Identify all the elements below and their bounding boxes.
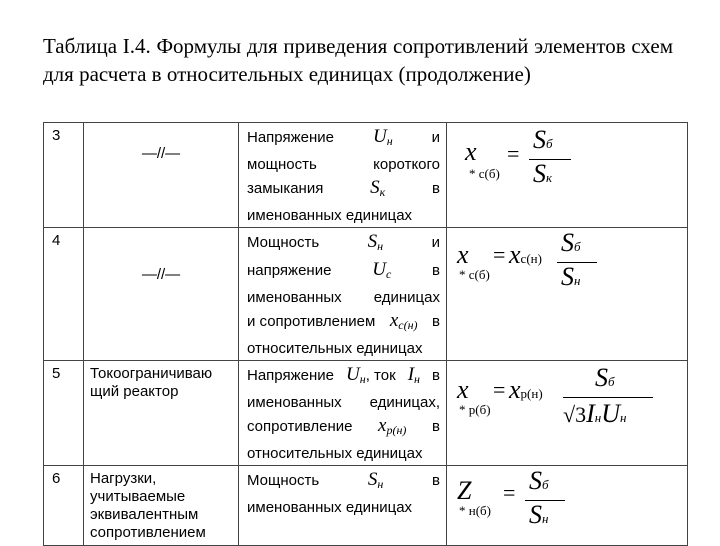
table-row [44,123,688,228]
desc-line: именованных единицах [247,499,413,516]
description-cell [239,123,447,228]
desc-line: мощность короткого [247,156,440,173]
row-number: 5 [44,361,84,466]
element-name-cell [84,466,239,546]
table-row [44,466,688,546]
formula-cell: Z * н(б) = Sб Sн [447,466,688,546]
formula-cell: x * с(б) = xс(н) Sб Sн [447,228,688,361]
desc-line: именованных единицах [247,289,440,306]
formula-cell: x * с(б) = Sб Sк [447,123,688,228]
desc-line: Напряжение $U_н$ и [247,126,440,148]
desc-line: относительных единицах [247,340,423,357]
description-cell [239,228,447,361]
element-name-cell [84,228,239,361]
desc-line: именованных единицах [247,207,413,224]
row-number: 3 [44,123,84,228]
desc-line: замыкания $S_к$ в [247,177,440,199]
formula-cell: x * р(б) = xр(н) Sб √3IнUн [447,361,688,466]
element-name: Токоограничиваю щий реактор [90,365,213,400]
ditto-mark: —//— [141,145,181,162]
desc-line: относительных единицах [247,445,423,462]
element-name-cell [84,361,239,466]
element-name-cell [84,123,239,228]
desc-line: Напряжение $U_н$, ток $I_н$ в [247,364,440,386]
row-number: 6 [44,466,84,546]
desc-line: сопротивление $x_{р(н)}$ в [247,415,440,437]
description-cell [239,466,447,546]
description-cell [239,361,447,466]
element-name: Нагрузки, учитываемые эквивалентным сопротивлением [90,470,206,541]
ditto-mark: —//— [141,266,181,283]
table-row [44,228,688,361]
row-number: 4 [44,228,84,361]
desc-line: именованных единицах, [247,394,440,411]
desc-line: напряжение $U_с$ в [247,259,440,281]
table-caption: Таблица I.4. Формулы для приведения сопротивлений элементов схем для расчета в относительных единицах (продолжение) [43,34,673,86]
desc-line: Мощность $S_н$ и [247,231,440,253]
formula-table [43,122,688,546]
table-row [44,361,688,466]
desc-line: Мощность $S_н$ в [247,469,440,491]
desc-line: и сопротивлением $x_{с(н)}$ в [247,310,440,332]
